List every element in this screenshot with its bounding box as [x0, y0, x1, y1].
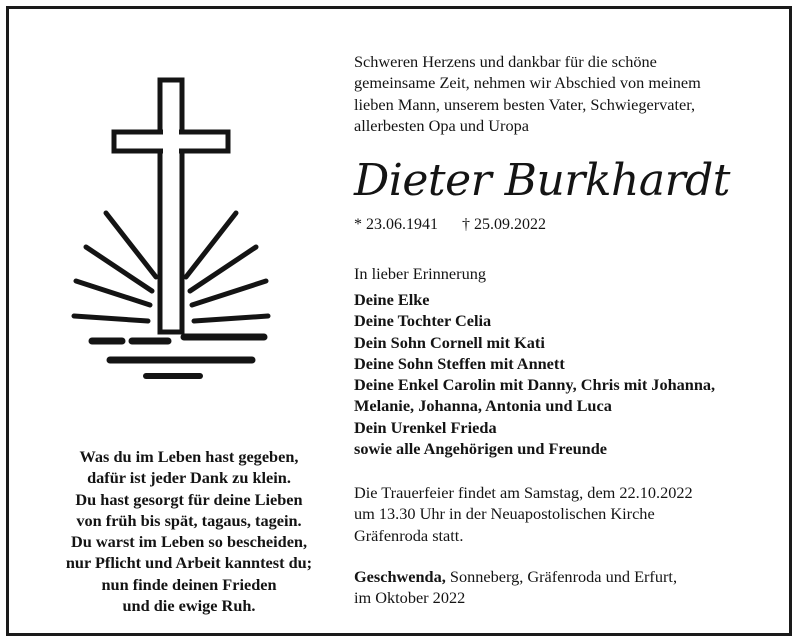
- life-dates: [354, 216, 566, 234]
- poem-line: und die ewige Ruh.: [122, 596, 256, 616]
- place-town: Geschwenda,: [354, 567, 446, 586]
- intro-line: Schweren Herzens und dankbar für die schöne: [354, 52, 657, 71]
- intro-line: gemeinsame Zeit, nehmen wir Abschied von meinem: [354, 73, 701, 93]
- service-line: um 13.30 Uhr in der Neuapostolischen Kirche: [354, 504, 655, 524]
- date-line: im Oktober 2022: [354, 588, 466, 608]
- deceased-name: Dieter Burkhardt: [354, 155, 730, 206]
- memorial-poem: [29, 446, 349, 616]
- memory-heading: In lieber Erinnerung: [354, 264, 487, 283]
- cross-with-rising-sun-icon: [64, 71, 294, 381]
- service-line: Gräfenroda statt.: [354, 525, 464, 545]
- poem-line: von früh bis spät, tagaus, tagein.: [76, 510, 302, 530]
- birth-date: * 23.06.1941: [354, 216, 438, 233]
- obituary-frame: [6, 6, 792, 636]
- poem-line: Du warst im Leben so bescheiden,: [70, 532, 308, 552]
- place-line: [354, 566, 677, 587]
- poem-line: Was du im Leben hast gegeben,: [79, 447, 299, 466]
- mourner-line: Dein Sohn Cornell mit Kati: [354, 332, 545, 352]
- funeral-service-info: [354, 482, 693, 546]
- service-line: Die Trauerfeier findet am Samstag, dem 22.10.2022: [354, 483, 693, 502]
- mourners-list: [354, 289, 715, 459]
- poem-line: dafür ist jeder Dank zu klein.: [87, 468, 291, 488]
- death-date: † 25.09.2022: [462, 216, 546, 233]
- place-and-date: [354, 566, 677, 609]
- intro-line: lieben Mann, unserem besten Vater, Schwiegervater,: [354, 94, 696, 114]
- poem-line: nun finde deinen Frieden: [101, 574, 277, 594]
- intro-line: allerbesten Opa und Uropa: [354, 115, 529, 135]
- mourner-line: Dein Urenkel Frieda: [354, 417, 497, 437]
- mourner-line: Deine Elke: [354, 290, 430, 309]
- mourner-line: sowie alle Angehörigen und Freunde: [354, 439, 607, 459]
- mourner-line: Melanie, Johanna, Antonia und Luca: [354, 396, 612, 416]
- mourner-line: Deine Enkel Carolin mit Danny, Chris mit Johanna,: [354, 375, 716, 395]
- poem-line: nur Pflicht und Arbeit kanntest du;: [65, 553, 313, 573]
- place-rest: Sonneberg, Gräfenroda und Erfurt,: [445, 567, 678, 586]
- poem-line: Du hast gesorgt für deine Lieben: [75, 489, 303, 509]
- intro-text: [354, 51, 701, 136]
- mourner-line: Deine Tochter Celia: [354, 311, 492, 331]
- mourner-line: Deine Sohn Steffen mit Annett: [354, 353, 565, 373]
